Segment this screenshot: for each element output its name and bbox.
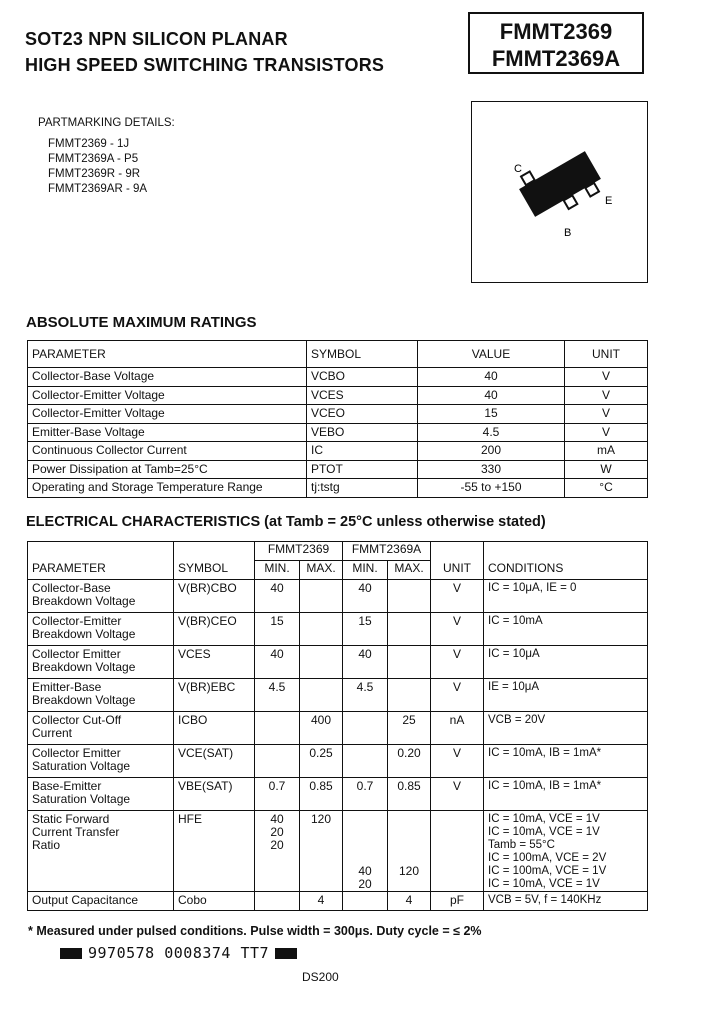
cell [431, 811, 484, 892]
cell: V(BR)CBO [174, 580, 255, 613]
header-unit: UNIT [431, 561, 484, 580]
group-fmmt2369: FMMT2369 [255, 542, 343, 561]
cell: V [431, 580, 484, 613]
page-title [25, 26, 384, 78]
cell: VBE(SAT) [174, 778, 255, 811]
table-row [28, 646, 648, 679]
cell: 0.85 [300, 778, 343, 811]
cell: V [431, 745, 484, 778]
cell: Cobo [174, 892, 255, 911]
sot23-package-icon [472, 102, 647, 282]
cell: 0.25 [300, 745, 343, 778]
cell [300, 646, 343, 679]
cell: IC = 10μA, IE = 0 [484, 580, 648, 613]
cell: Collector Cut-Off Current [28, 712, 174, 745]
cell: IC = 10mA, IB = 1mA* [484, 778, 648, 811]
table-row [28, 580, 648, 613]
table-header-row [28, 341, 648, 368]
cell: VCE(SAT) [174, 745, 255, 778]
cell: 200 [418, 442, 565, 461]
cell: IC = 10mA, VCE = 1V IC = 10mA, VCE = 1V Tamb = 55°C IC = 100mA, VCE = 2V IC = 100mA, VCE = 1V IC = 10mA, VCE = 1V [484, 811, 648, 892]
cell: IC = 10mA, IB = 1mA* [484, 745, 648, 778]
cell: Operating and Storage Temperature Range [28, 479, 307, 498]
cell: Collector-Emitter Voltage [28, 405, 307, 424]
cell: 4.5 [343, 679, 388, 712]
cell [484, 542, 648, 561]
cell: VCEO [307, 405, 418, 424]
ec-title: ELECTRICAL CHARACTERISTICS (at Tamb = 25°C unless otherwise stated) [26, 514, 546, 530]
cell: Collector-Emitter Voltage [28, 386, 307, 405]
cell: tj:tstg [307, 479, 418, 498]
document-code: DS200 [302, 970, 339, 984]
cell: V [431, 679, 484, 712]
partmarking-heading: PARTMARKING DETAILS: [38, 117, 175, 129]
cell [255, 712, 300, 745]
cell: 40 [418, 368, 565, 387]
cell: VEBO [307, 423, 418, 442]
header-value: VALUE [418, 341, 565, 368]
table-header-row [28, 561, 648, 580]
cell: V [565, 405, 648, 424]
cell: Collector-Base Breakdown Voltage [28, 580, 174, 613]
cell: 40 [343, 646, 388, 679]
package-diagram [471, 101, 648, 283]
amr-title: ABSOLUTE MAXIMUM RATINGS [26, 314, 257, 331]
cell: 15 [418, 405, 565, 424]
cell: VCBO [307, 368, 418, 387]
pin-b-label: B [564, 227, 572, 239]
cell: 4.5 [255, 679, 300, 712]
cell: Collector Emitter Breakdown Voltage [28, 646, 174, 679]
electrical-characteristics-table [27, 541, 648, 911]
table-row [28, 679, 648, 712]
cell: 0.20 [388, 745, 431, 778]
cell: V(BR)EBC [174, 679, 255, 712]
cell: V [431, 646, 484, 679]
table-row [28, 423, 648, 442]
cell: VCB = 5V, f = 140KHz [484, 892, 648, 911]
table-row [28, 892, 648, 911]
cell: 40 [418, 386, 565, 405]
cell: IE = 10μA [484, 679, 648, 712]
partmarking-row: FMMT2369A - P5 [48, 153, 139, 165]
cell: 0.85 [388, 778, 431, 811]
cell: ICBO [174, 712, 255, 745]
barcode-line [54, 944, 303, 962]
cell: °C [565, 479, 648, 498]
table-row [28, 778, 648, 811]
cell: Continuous Collector Current [28, 442, 307, 461]
cell [174, 542, 255, 561]
part-number-1: FMMT2369 [499, 19, 613, 44]
table-row [28, 442, 648, 461]
cell [343, 745, 388, 778]
cell: V(BR)CEO [174, 613, 255, 646]
cell: 40 [255, 580, 300, 613]
table-row [28, 745, 648, 778]
header-parameter: PARAMETER [28, 561, 174, 580]
cell: Collector-Emitter Breakdown Voltage [28, 613, 174, 646]
cell [343, 712, 388, 745]
title-line-2: HIGH SPEED SWITCHING TRANSISTORS [25, 55, 385, 75]
cell: W [565, 460, 648, 479]
header-parameter: PARAMETER [28, 341, 307, 368]
barcode-block-icon [275, 948, 297, 959]
cell: 4.5 [418, 423, 565, 442]
header-max: MAX. [300, 561, 343, 580]
partmarking-details [38, 116, 175, 197]
cell [388, 679, 431, 712]
table-row [28, 368, 648, 387]
header-symbol: SYMBOL [307, 341, 418, 368]
cell: V [431, 613, 484, 646]
absolute-max-ratings-table [27, 340, 648, 498]
table-row [28, 386, 648, 405]
cell: V [565, 423, 648, 442]
cell: 4 [388, 892, 431, 911]
cell: 40 20 20 [255, 811, 300, 892]
cell [28, 542, 174, 561]
cell: Base-Emitter Saturation Voltage [28, 778, 174, 811]
cell: 0.7 [255, 778, 300, 811]
cell: IC = 10μA [484, 646, 648, 679]
cell: IC = 10mA [484, 613, 648, 646]
cell [255, 892, 300, 911]
cell [388, 646, 431, 679]
cell: VCES [307, 386, 418, 405]
cell: V [431, 778, 484, 811]
cell: 15 [255, 613, 300, 646]
barcode-block-icon [60, 948, 82, 959]
cell [388, 613, 431, 646]
cell [300, 679, 343, 712]
header-max: MAX. [388, 561, 431, 580]
cell: 4 [300, 892, 343, 911]
cell: HFE [174, 811, 255, 892]
cell: 120 [300, 811, 343, 892]
partmarking-row: FMMT2369R - 9R [48, 168, 141, 180]
title-line-1: SOT23 NPN SILICON PLANAR [25, 29, 288, 49]
part-number-2: FMMT2369A [491, 46, 621, 71]
footnote: * Measured under pulsed conditions. Pulse width = 300μs. Duty cycle = ≤ 2% [28, 924, 482, 938]
table-row [28, 479, 648, 498]
cell: Output Capacitance [28, 892, 174, 911]
header-symbol: SYMBOL [174, 561, 255, 580]
cell: Static Forward Current Transfer Ratio [28, 811, 174, 892]
cell: VCB = 20V [484, 712, 648, 745]
partmarking-row: FMMT2369AR - 9A [48, 183, 148, 195]
header-conditions: CONDITIONS [484, 561, 648, 580]
cell: Emitter-Base Breakdown Voltage [28, 679, 174, 712]
pin-e-label: E [605, 195, 613, 207]
table-row [28, 460, 648, 479]
part-number-box [468, 12, 644, 74]
cell: Collector Emitter Saturation Voltage [28, 745, 174, 778]
cell: V [565, 368, 648, 387]
table-row [28, 613, 648, 646]
header-min: MIN. [255, 561, 300, 580]
header-unit: UNIT [565, 341, 648, 368]
cell: 40 [343, 580, 388, 613]
cell: Collector-Base Voltage [28, 368, 307, 387]
group-header-row [28, 542, 648, 561]
cell: PTOT [307, 460, 418, 479]
header-min: MIN. [343, 561, 388, 580]
cell: 40 [255, 646, 300, 679]
cell: 15 [343, 613, 388, 646]
cell: 25 [388, 712, 431, 745]
cell [300, 613, 343, 646]
cell: 400 [300, 712, 343, 745]
cell [255, 745, 300, 778]
cell: Power Dissipation at Tamb=25°C [28, 460, 307, 479]
cell: Emitter-Base Voltage [28, 423, 307, 442]
cell: 40 20 [343, 811, 388, 892]
cell: IC [307, 442, 418, 461]
cell [388, 580, 431, 613]
cell: pF [431, 892, 484, 911]
partmarking-row: FMMT2369 - 1J [48, 138, 130, 150]
cell: nA [431, 712, 484, 745]
cell: -55 to +150 [418, 479, 565, 498]
cell: VCES [174, 646, 255, 679]
table-row [28, 405, 648, 424]
pin-c-label: C [514, 163, 522, 175]
table-row [28, 811, 648, 892]
group-fmmt2369a: FMMT2369A [343, 542, 431, 561]
table-row [28, 712, 648, 745]
cell: V [565, 386, 648, 405]
cell [343, 892, 388, 911]
cell: mA [565, 442, 648, 461]
cell [431, 542, 484, 561]
cell: 120 [388, 811, 431, 892]
cell: 330 [418, 460, 565, 479]
barcode-text: 9970578 0008374 TT7 [88, 944, 270, 962]
cell: 0.7 [343, 778, 388, 811]
cell [300, 580, 343, 613]
